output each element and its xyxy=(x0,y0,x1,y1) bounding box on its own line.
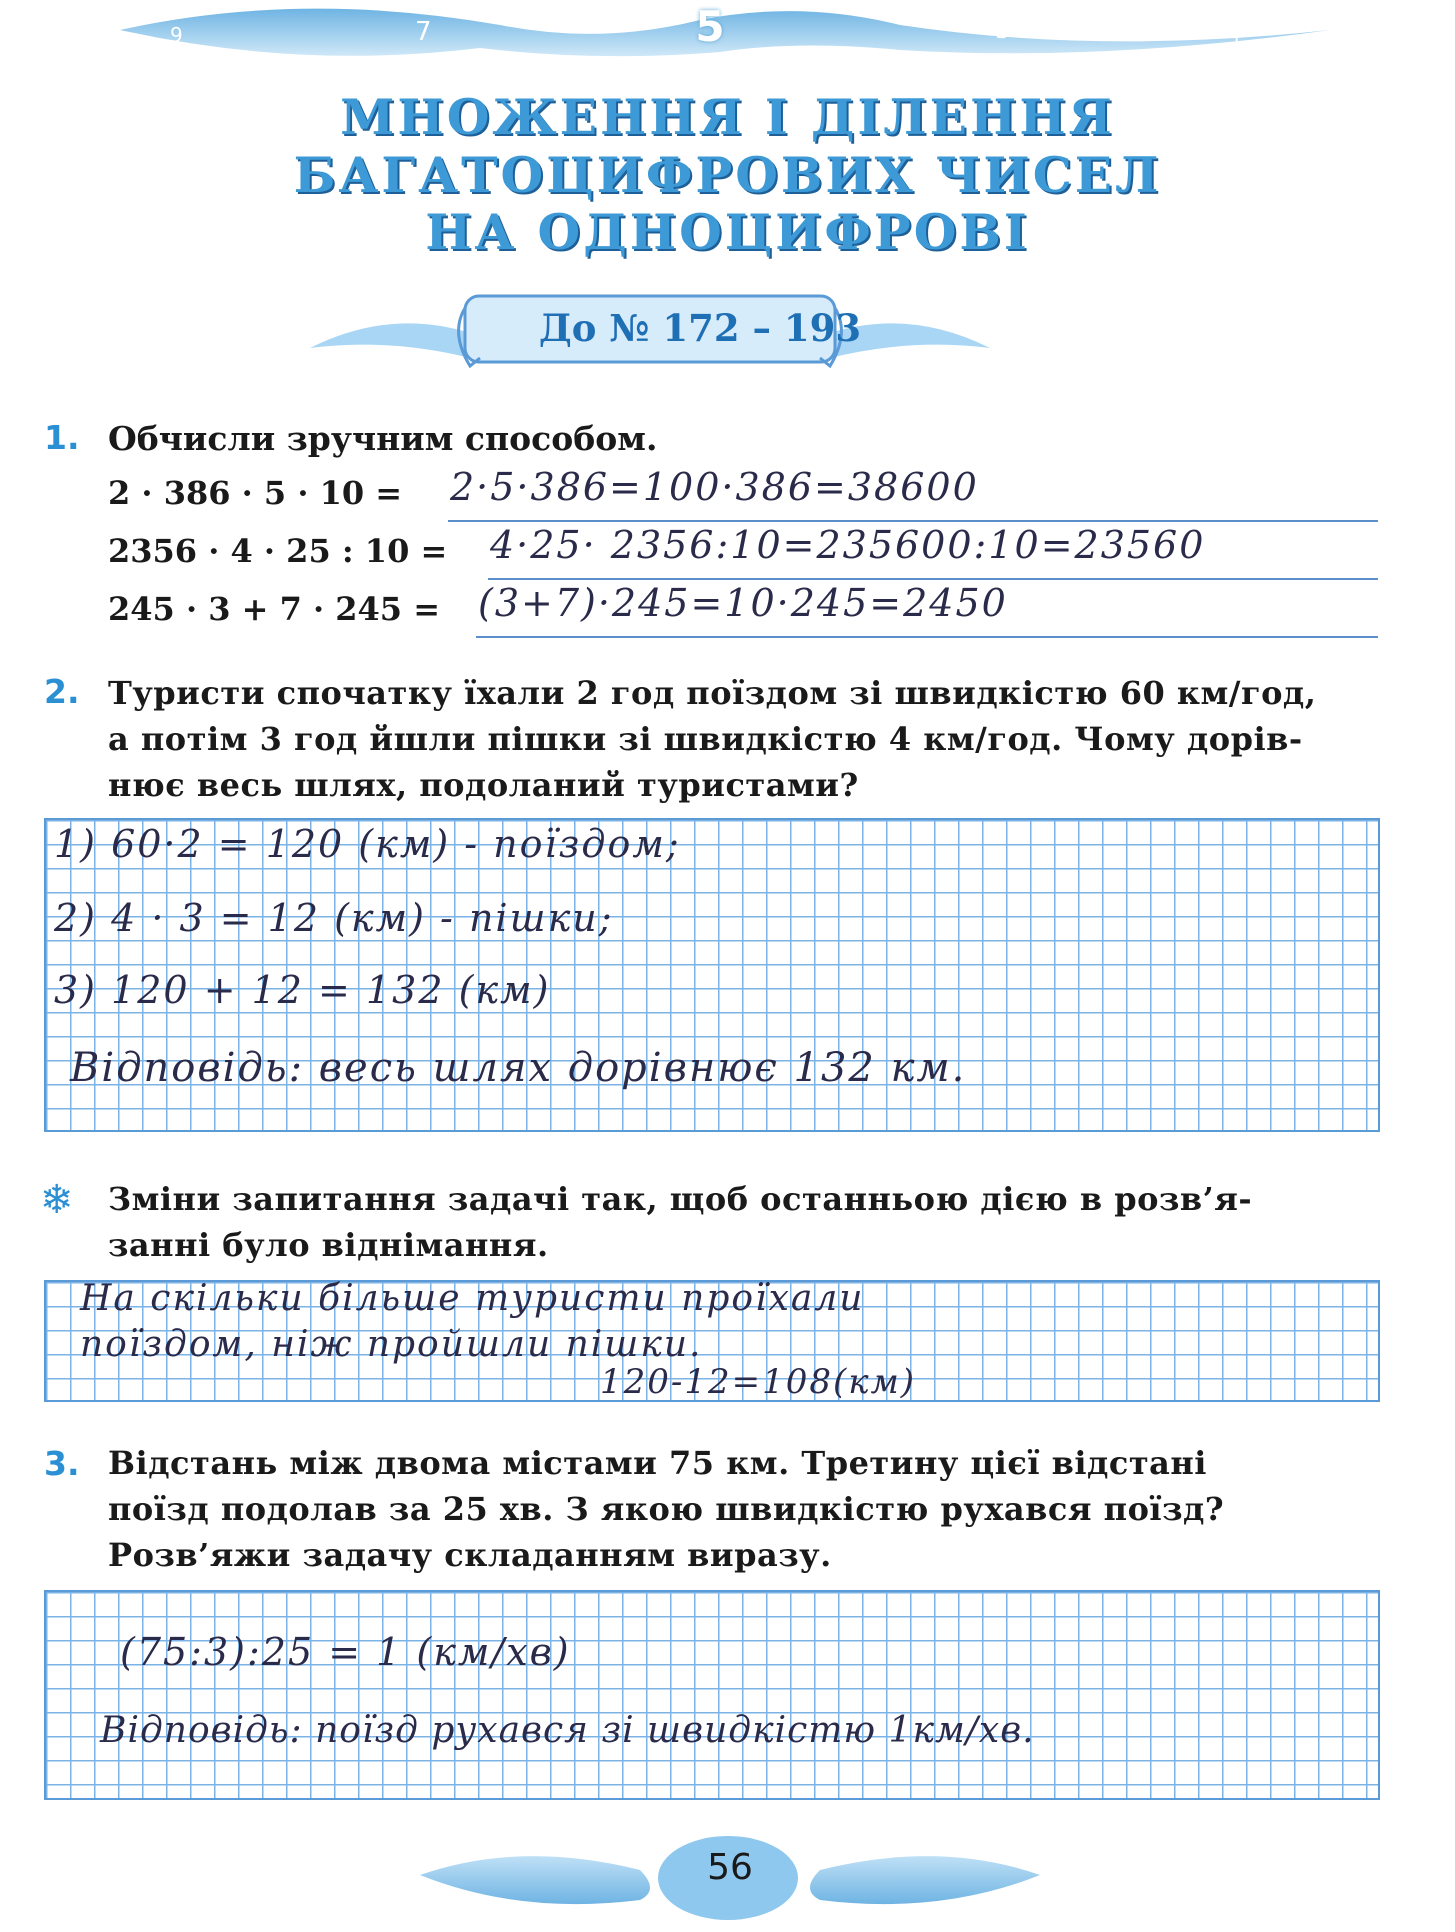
task-2-hw-1: 1) 60·2 = 120 (км) - поїздом; xyxy=(54,822,681,866)
task-3-line-1: Відстань між двома містами 75 км. Третину цієї відстані xyxy=(108,1444,1207,1482)
task-2-hw-2: 2) 4 · 3 = 12 (км) - пішки; xyxy=(54,896,614,940)
chapter-title-line-1: МНОЖЕННЯ І ДІЛЕННЯ xyxy=(340,88,1115,146)
snowflake-icon: ❄ xyxy=(40,1177,74,1223)
task-1-answer-3: (3+7)·245=10·245=2450 xyxy=(478,581,1008,625)
task-2b-hw-3: 120-12=108(км) xyxy=(600,1362,917,1402)
band-digit: 9 xyxy=(170,23,183,47)
task-2b-hw-1: На скільки більше туристи проїхали xyxy=(80,1278,865,1319)
task-1-number: 1. xyxy=(44,418,80,457)
task-2-line-2: а потім 3 год йшли пішки зі швидкістю 4 км/год. Чому дорів- xyxy=(108,720,1303,758)
task-1-answer-1: 2·5·386=100·386=38600 xyxy=(450,465,979,509)
task-3-line-2: поїзд подолав за 25 хв. З якою швидкістю рухався поїзд? xyxy=(108,1490,1225,1528)
svg-text:7: 7 xyxy=(415,17,432,47)
svg-text:1: 1 xyxy=(1230,25,1243,49)
task-1-prompt: Обчисли зручним способом. xyxy=(108,419,658,458)
task-1-answer-2: 4·25· 2356:10=235600:10=23560 xyxy=(490,523,1206,567)
svg-text:3: 3 xyxy=(995,16,1011,44)
task-3-hw-1: (75:3):25 = 1 (км/хв) xyxy=(120,1630,571,1674)
task-3-grid xyxy=(44,1590,1380,1800)
ribbon-label: До № 172 – 193 xyxy=(538,306,862,350)
task-2-number: 2. xyxy=(44,672,80,711)
page-number: 56 xyxy=(707,1847,753,1888)
chapter-title-line-2: БАГАТОЦИФРОВИХ ЧИСЕЛ xyxy=(293,146,1162,204)
chapter-number: 5 xyxy=(695,2,725,51)
task-2b-line-2: занні було віднімання. xyxy=(108,1226,549,1264)
task-2-hw-4: Відповідь: весь шлях дорівнює 132 км. xyxy=(70,1045,967,1091)
task-2b-hw-2: поїздом, ніж пройшли пішки. xyxy=(80,1324,703,1365)
answer-line xyxy=(488,578,1378,580)
task-2-hw-3: 3) 120 + 12 = 132 (км) xyxy=(54,968,551,1012)
chapter-title-line-3: НА ОДНОЦИФРОВІ xyxy=(425,203,1030,261)
task-3-line-3: Розв’яжи задачу складанням виразу. xyxy=(108,1536,832,1574)
task-1-expr-1: 2 · 386 · 5 · 10 = xyxy=(108,474,403,512)
task-2b-line-1: Зміни запитання задачі так, щоб останньою дією в розв’я- xyxy=(108,1180,1253,1218)
task-1-expr-2: 2356 · 4 · 25 : 10 = xyxy=(108,532,448,570)
task-3-hw-2: Відповідь: поїзд рухався зі швидкістю 1км/хв. xyxy=(100,1710,1035,1751)
task-1-expr-3: 245 · 3 + 7 · 245 = xyxy=(108,590,441,628)
answer-line xyxy=(448,520,1378,522)
task-2-line-1: Туристи спочатку їхали 2 год поїздом зі швидкістю 60 км/год, xyxy=(108,674,1317,712)
task-2-line-3: нює весь шлях, подоланий туристами? xyxy=(108,766,859,804)
answer-line xyxy=(476,636,1378,638)
task-3-number: 3. xyxy=(44,1444,80,1483)
